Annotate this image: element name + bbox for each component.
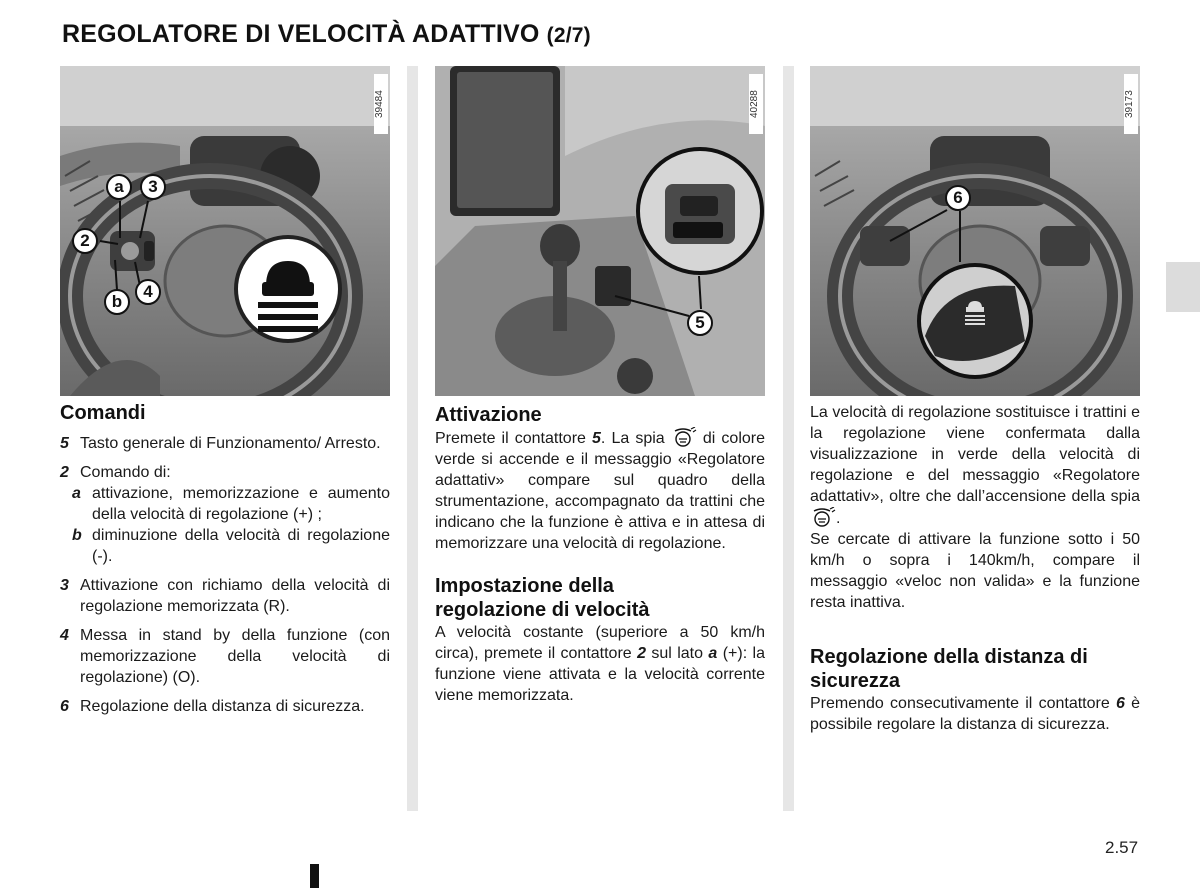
figure-label-3: 3 <box>140 174 166 200</box>
paragraph-attivazione: Premete il contattore 5. La spia di colore verde si accende e il messaggio «Regolatore adattativ» compare sul quadro della strumentazione, accompagnato da trattini che indicano che la funzione è attiva e in attesa di memorizzare una velocità di regolazione. <box>435 427 765 554</box>
paragraph-distanza: Premendo consecutivamente il contattore 6 è possibile regolare la distanza di sicurezza. <box>810 695 1141 733</box>
crop-mark <box>310 864 319 888</box>
chapter-tab <box>1166 262 1200 312</box>
figure-label-5: 5 <box>687 310 713 336</box>
column-attivazione <box>435 403 765 706</box>
item-ref: 2 <box>60 464 69 481</box>
sub-item-text: attivazione, memorizzazione e aumento della velocità di regolazione (+) ; <box>92 485 390 523</box>
list-item <box>60 462 390 483</box>
figure-code: 39173 <box>1124 74 1138 134</box>
item-text: Messa in stand by della funzione (con memorizzazione della velocità di regolazione) (O). <box>80 627 390 686</box>
item-ref: 4 <box>60 627 69 644</box>
item-ref: 5 <box>60 435 69 452</box>
item-text: Regolazione della distanza di sicurezza. <box>80 698 365 715</box>
section-heading-distanza: Regolazione della distanza di sicurezza <box>810 646 1088 692</box>
cruise-control-warning-icon <box>671 427 697 447</box>
section-heading-comandi: Comandi <box>60 402 146 424</box>
figure-label-4: 4 <box>135 279 161 305</box>
figure-label-6: 6 <box>945 185 971 211</box>
item-ref: 3 <box>60 577 69 594</box>
section-heading-impostazione: Impostazione della regolazione di velocità <box>435 575 650 621</box>
sub-item-text: diminuzione della velocità di regolazione (-). <box>92 527 390 565</box>
item-text: Comando di: <box>80 464 171 481</box>
column-divider <box>783 66 794 811</box>
section-heading-attivazione: Attivazione <box>435 404 542 426</box>
paragraph-conferma: La velocità di regolazione sostituisce i trattini e la regolazione viene confermata dalla visualizzazione in verde della velocità di regolazione e del messaggio «Regolatore adattativ», oltre che dall’accensione della spia . <box>810 404 1140 527</box>
figure-gear-console <box>435 66 765 396</box>
paragraph-impostazione: A velocità costante (superiore a 50 km/h circa), premete il contattore 2 sul lato a (+): la funzione viene attivata e la velocità corrente viene memorizzata. <box>435 624 765 704</box>
item-ref: 6 <box>60 698 69 715</box>
list-item <box>60 433 390 454</box>
list-item <box>60 696 390 717</box>
sub-item-ref: a <box>72 485 81 502</box>
column-comandi <box>60 401 390 725</box>
callout-lines <box>810 66 1140 396</box>
sub-list-item <box>72 483 390 525</box>
paragraph-limiti: Se cercate di attivare la funzione sotto i 50 km/h o sopra i 140km/h, compare il messaggio «veloc non valida» e la funzione resta inattiva. <box>810 531 1140 611</box>
item-text: Tasto generale di Funzionamento/ Arresto. <box>80 435 381 452</box>
callout-lines <box>60 66 390 396</box>
column-regolazione <box>810 402 1140 735</box>
page-title: REGOLATORE DI VELOCITÀ ADATTIVO (2/7) <box>62 20 591 48</box>
sub-list-item <box>72 525 390 567</box>
list-item <box>60 625 390 688</box>
page-number: 2.57 <box>1105 838 1139 857</box>
callout-lines <box>435 66 765 396</box>
figure-code: 40288 <box>749 74 763 134</box>
page-part: (2/7) <box>546 24 591 47</box>
figure-label-b: b <box>104 289 130 315</box>
column-divider <box>407 66 418 811</box>
figure-distance-button <box>810 66 1140 396</box>
figure-label-2: 2 <box>72 228 98 254</box>
cruise-control-warning-icon <box>810 507 836 527</box>
figure-code: 39484 <box>374 74 388 134</box>
item-text: Attivazione con richiamo della velocità di regolazione memorizzata (R). <box>80 577 390 615</box>
sub-item-ref: b <box>72 527 82 544</box>
figure-label-a: a <box>106 174 132 200</box>
list-item <box>60 575 390 617</box>
figure-steering-controls <box>60 66 390 396</box>
